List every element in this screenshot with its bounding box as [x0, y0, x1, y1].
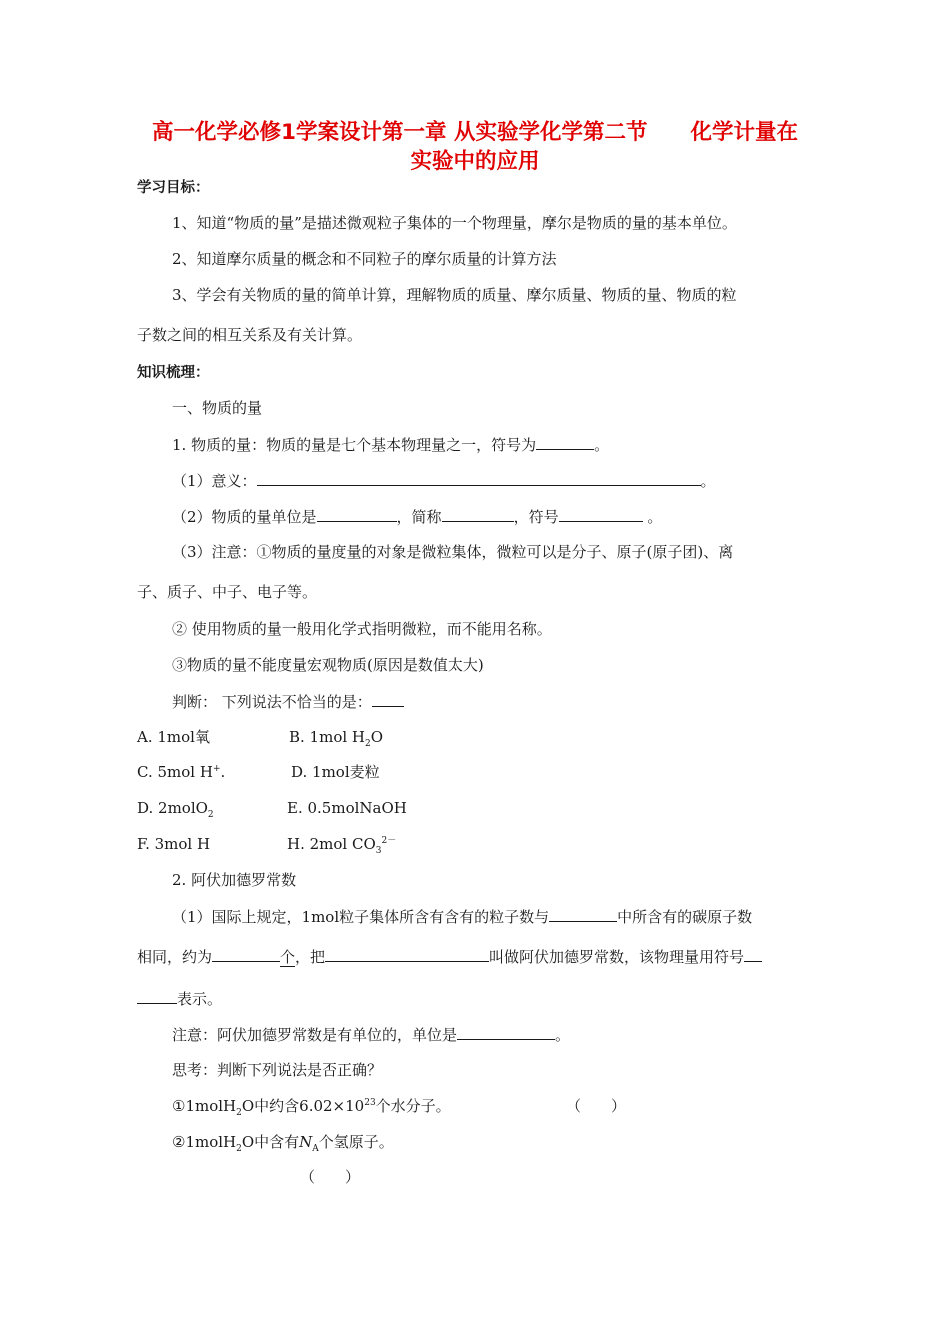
avogadro-line-2	[137, 946, 762, 967]
question-2-tail: 个氢原子。	[318, 1133, 394, 1151]
reference-blank	[549, 906, 617, 922]
objective-2: 2、知道摩尔质量的概念和不同粒子的摩尔质量的计算方法	[172, 250, 557, 268]
title-line-1: 高一化学必修1学案设计第一章 从实验学化学第二节 化学计量在	[152, 120, 798, 145]
option-h-superscript: 2－	[381, 836, 397, 846]
question-1-tail: 个水分子。	[375, 1097, 451, 1115]
option-f: F. 3mol H	[137, 835, 211, 853]
objectives-heading: 学习目标：	[137, 180, 210, 196]
symbol-blank-part-1	[744, 946, 762, 962]
unit-symbol-blank	[559, 506, 643, 522]
question-2-subscript: 2	[236, 1144, 242, 1154]
option-d2-subscript: 2	[207, 810, 214, 820]
avogadro-note-end: 。	[555, 1026, 571, 1044]
avogadro-text-2: 中所含有的碳原子数	[617, 908, 753, 926]
symbol-blank	[536, 434, 594, 450]
question-2	[172, 1132, 394, 1152]
meaning-blank	[257, 470, 701, 486]
judge-line	[172, 691, 404, 712]
option-d2	[137, 798, 214, 818]
meaning-end: 。	[700, 472, 716, 490]
abbr-label: ，简称	[396, 508, 442, 526]
avogadro-approx-label: 相同，约为	[137, 948, 213, 966]
objective-3-line-2: 子数之间的相互关系及有关计算。	[137, 326, 363, 344]
question-2-text: ②1molH	[172, 1133, 237, 1151]
option-h	[287, 834, 396, 854]
option-b-text: B. 1mol H	[289, 728, 366, 746]
avogadro-note-text: 注意：阿伏加德罗常数是有单位的，单位是	[172, 1026, 458, 1044]
avogadro-line-3	[137, 988, 222, 1009]
think-prompt: 思考：判断下列说法是否正确？	[172, 1061, 383, 1079]
avogadro-symbol-subscript: A	[312, 1144, 319, 1154]
objective-1: 1、知道“物质的量”是描述微观粒子集体的一个物理量，摩尔是物质的量的基本单位。	[172, 214, 737, 232]
question-1-mid: O中约含6.02×10	[241, 1097, 365, 1115]
avogadro-text-4: 表示。	[177, 990, 223, 1008]
symbol-blank-part-2	[137, 988, 177, 1004]
section-1-heading: 一、物质的量	[172, 399, 263, 417]
objective-3-line-1: 3、学会有关物质的量的简单计算，理解物质的质量、摩尔质量、物质的量、物质的粒	[172, 286, 737, 304]
option-b	[289, 727, 383, 747]
judge-text: 判断： 下列说法不恰当的是：	[172, 693, 372, 711]
option-d2-text: D. 2molO	[137, 799, 208, 817]
avogadro-symbol: N	[299, 1133, 313, 1151]
avogadro-text-3: 叫做阿伏加德罗常数，该物理量用符号	[489, 948, 745, 966]
option-d: D. 1mol麦粒	[291, 763, 380, 781]
unit-end: 。	[642, 508, 663, 526]
question-1-answer-paren: （ ）	[566, 1097, 627, 1115]
review-heading: 知识梳理：	[137, 365, 210, 381]
option-c-superscript: +	[212, 764, 221, 774]
note-2: ② 使用物质的量一般用化学式指明微粒，而不能用名称。	[172, 620, 552, 638]
question-1	[172, 1096, 451, 1116]
option-e: E. 0.5molNaOH	[287, 799, 407, 817]
question-1-subscript: 2	[236, 1108, 242, 1118]
unit-line	[172, 506, 662, 527]
definition-line	[172, 434, 609, 455]
unit-label: （2）物质的量单位是	[172, 508, 317, 526]
option-a: A. 1mol氧	[137, 728, 210, 746]
section-2-heading: 2. 阿伏加德罗常数	[172, 871, 297, 889]
avogadro-note	[172, 1024, 570, 1045]
question-1-text: ①1molH	[172, 1097, 237, 1115]
unit-blank	[317, 506, 397, 522]
title-line-2: 实验中的应用	[410, 149, 540, 174]
definition-text: 1. 物质的量：物质的量是七个基本物理量之一，符号为	[172, 436, 537, 454]
option-b-tail: O	[370, 728, 384, 746]
option-h-subscript: 3	[375, 846, 382, 856]
definition-end: 。	[594, 436, 610, 454]
option-c-tail: .	[220, 763, 226, 781]
unit-symbol-label: ，符号	[513, 508, 559, 526]
note-3: ③物质的量不能度量宏观物质(原因是数值太大)	[172, 656, 484, 674]
question-1-exponent: 23	[364, 1098, 376, 1108]
option-c-text: C. 5mol H	[137, 763, 213, 781]
note-line-1: （3）注意：①物质的量度量的对象是微粒集体，微粒可以是分子、原子(原子团)、离	[172, 543, 734, 561]
avogadro-ba-label: ，把	[295, 948, 326, 966]
avogadro-text-1: （1）国际上规定，1mol粒子集体所含有含有的粒子数与	[172, 908, 550, 926]
option-b-subscript: 2	[365, 739, 371, 749]
document-title	[120, 118, 830, 176]
judge-blank	[372, 691, 404, 707]
approx-blank	[212, 946, 280, 962]
question-2-mid: O中含有	[241, 1133, 300, 1151]
meaning-line	[172, 470, 716, 491]
meaning-label: （1）意义：	[172, 472, 257, 490]
abbr-blank	[442, 506, 514, 522]
option-h-text: H. 2mol CO	[287, 835, 376, 853]
question-2-answer-paren: （ ）	[300, 1168, 361, 1186]
option-c	[137, 762, 225, 782]
approx-unit: 个	[280, 948, 296, 966]
avogadro-unit-blank	[457, 1024, 555, 1040]
definition-blank	[325, 946, 489, 962]
avogadro-line-1	[172, 906, 752, 927]
note-line-2: 子、质子、中子、电子等。	[137, 583, 318, 601]
